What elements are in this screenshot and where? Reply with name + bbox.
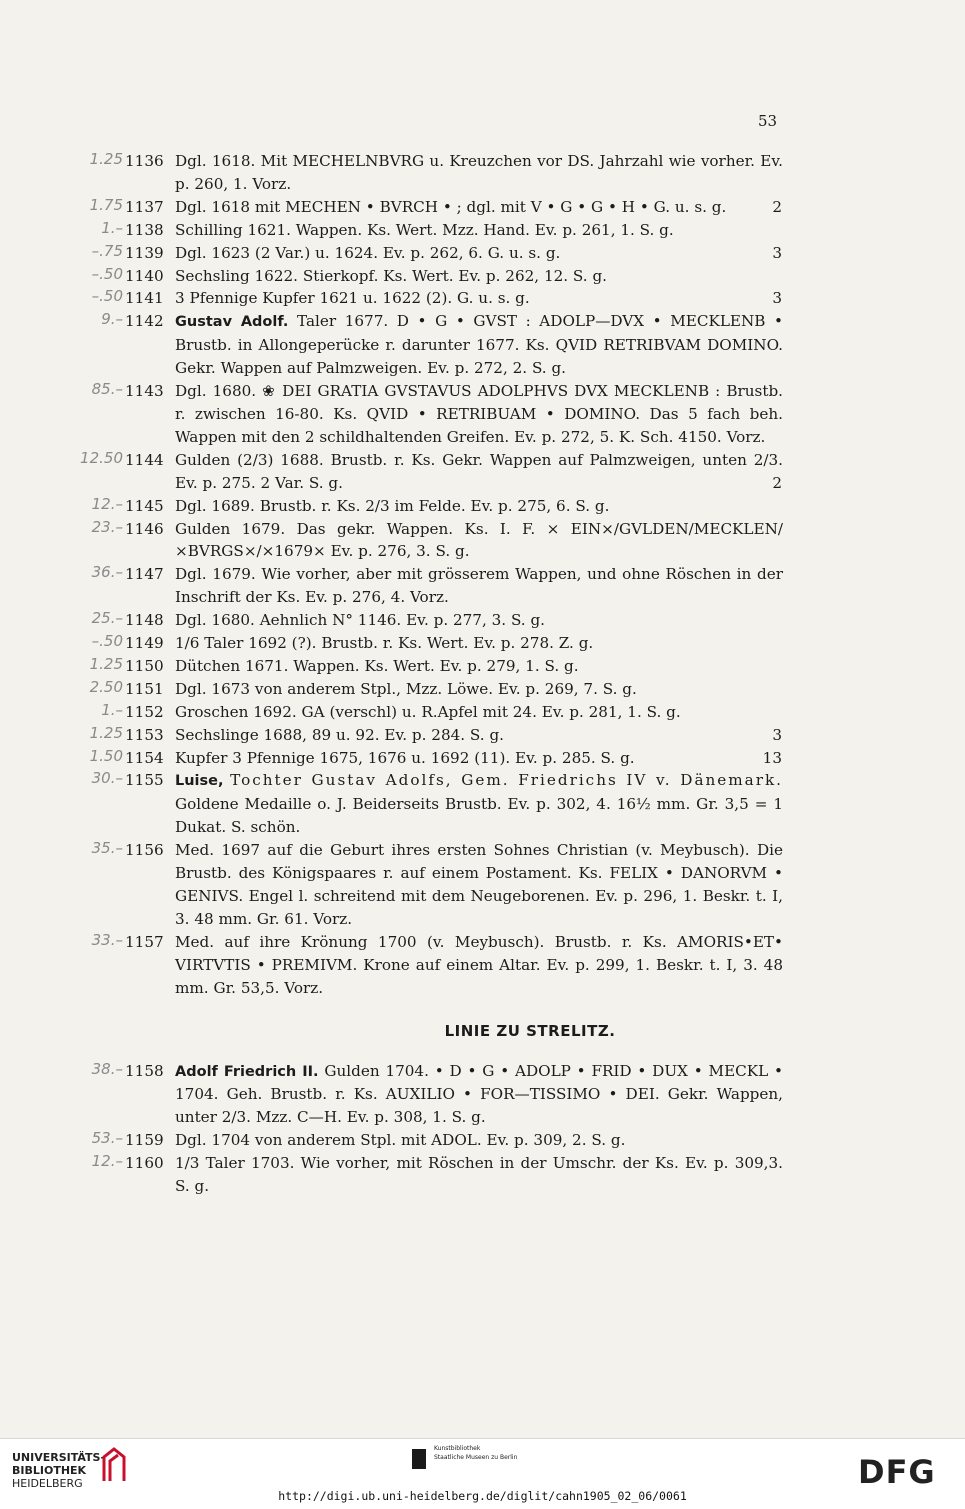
lot-description: Dgl. 1680. ❀ DEI GRATIA GVSTAVUS ADOLPHVS DVX MECKLENB : Brustb. r. zwischen 16-80. Ks. QVID • RETRIBUAM • DOMINO. Das 5 fach beh. Wappen mit den 2 schildhaltenden Greifen. Ev. p. 272, 5. K. Sch. 4150. Vorz. — [175, 382, 783, 446]
lot-number: 1137 — [125, 197, 164, 216]
pencil-price: 1.75 — [89, 195, 123, 214]
lot-number: 1144 — [125, 450, 164, 469]
dfg-logo[interactable]: DFG — [858, 1453, 936, 1491]
lot-description: Dgl. 1618. Mit MECHELNBVRG u. Kreuzchen vor DS. Jahrzahl wie vorher. Ev. p. 260, 1. Vorz. — [175, 152, 783, 193]
catalog-entry — [0, 563, 965, 609]
logo-text-line: Kunstbibliothek — [434, 1445, 481, 1452]
lot-description: 1/6 Taler 1692 (?). Brustb. r. Ks. Wert. Ev. p. 278. Z. g. — [175, 634, 594, 653]
catalog-entry — [0, 655, 965, 678]
lot-description: Dgl. 1704 von anderem Stpl. mit ADOL. Ev. p. 309, 2. S. g. — [175, 1131, 626, 1150]
lot-number: 1146 — [125, 519, 164, 538]
pencil-price: 9.– — [101, 310, 123, 329]
catalog-entry — [0, 219, 965, 242]
catalog-entry — [0, 839, 965, 931]
ruler-title: Tochter Gustav Adolfs, Gem. Friedrichs IV v. Dänemark. — [230, 771, 784, 790]
catalog-entry — [0, 632, 965, 655]
pencil-price: –.75 — [91, 241, 123, 260]
lot-description: Gulden (2/3) 1688. Brustb. r. Ks. Gekr. Wappen auf Palmzweigen, unten 2/3. Ev. p. 275. 2 Var. S. g. — [175, 450, 783, 492]
lot-number: 1145 — [125, 496, 164, 515]
lot-number: 1150 — [125, 656, 164, 675]
lot-quantity: 2 — [772, 197, 782, 216]
catalog-entry — [0, 380, 965, 449]
footer-bar — [0, 1438, 965, 1509]
catalog-entry — [0, 747, 965, 770]
lot-number: 1157 — [125, 932, 164, 951]
lot-number: 1136 — [125, 152, 164, 170]
lot-description: Med. 1697 auf die Geburt ihres ersten Sohnes Christian (v. Meybusch). Die Brustb. des Königspaares r. auf einem Postament. Ks. FELIX • DANORVM • GENIVS. Engel l. schreitend mit dem Neugeborenen. Ev. p. 296, 1. Beskr. t. I, 3. 48 mm. Gr. 61. Vorz. — [175, 841, 783, 928]
catalog-entry — [0, 495, 965, 518]
lot-description-text: Goldene Medaille o. J. Beiderseits Brustb. Ev. p. 302, 4. 16½ mm. Gr. 3,5 = 1 Dukat. S. schön. — [175, 795, 783, 837]
university-library-logo[interactable] — [12, 1451, 105, 1490]
pencil-price: –.50 — [91, 632, 123, 651]
lot-number: 1148 — [125, 611, 164, 630]
pencil-price: 38.– — [91, 1059, 123, 1078]
lot-description: Schilling 1621. Wappen. Ks. Wert. Mzz. Hand. Ev. p. 261, 1. S. g. — [175, 220, 674, 239]
logo-text-line: HEIDELBERG — [12, 1477, 83, 1490]
lot-description-text: Gulden 1704. • D • G • ADOLP • FRID • DUX • MECKL • 1704. Geh. Brustb. r. Ks. AUXILIO • FOR—TISSIMO • DEI. Gekr. Wappen, unter 2/3. Mzz. C—H. Ev. p. 308, 1. S. g. — [175, 1061, 784, 1127]
ruler-name: Gustav Adolf. — [175, 314, 289, 331]
lot-description-text: Taler 1677. D • G • GVST : ADOLP—DVX • MECKLENB • Brustb. in Allongeperücke r. darunter 1677. Ks. QVID RETRIBVAM DOMINO. Gekr. Wappen auf Palmzweigen. Ev. p. 272, 2. S. g. — [175, 312, 783, 378]
lot-quantity: 2 — [772, 473, 782, 492]
pencil-price: 1.25 — [89, 723, 123, 742]
logo-text-line: Staatliche Museen zu Berlin — [434, 1454, 518, 1461]
lot-description — [175, 769, 783, 839]
kunstbibliothek-mark-icon — [412, 1449, 426, 1469]
lot-description: Kupfer 3 Pfennige 1675, 1676 u. 1692 (11). Ev. p. 285. S. g. — [175, 748, 635, 767]
catalog-entry — [0, 449, 965, 495]
lot-description: Dgl. 1680. Aehnlich N° 1146. Ev. p. 277, 3. S. g. — [175, 611, 546, 630]
catalog-entry — [0, 724, 965, 747]
catalog-entry — [0, 310, 965, 380]
catalog-entry — [0, 287, 965, 310]
lot-number: 1152 — [125, 702, 164, 721]
catalog-entry — [0, 150, 965, 196]
section-heading: LINIE ZU STRELITZ. — [444, 1021, 616, 1040]
lot-description — [175, 1060, 783, 1130]
pencil-price: 1.50 — [89, 746, 123, 765]
catalog-entry — [0, 609, 965, 632]
lot-number: 1149 — [125, 634, 164, 653]
lot-description: Dgl. 1689. Brustb. r. Ks. 2/3 im Felde. Ev. p. 275, 6. S. g. — [175, 496, 610, 515]
lot-number: 1159 — [125, 1131, 164, 1150]
lot-number: 1139 — [125, 243, 164, 262]
lot-quantity: 3 — [772, 243, 782, 262]
pencil-price: 85.– — [91, 380, 123, 399]
pencil-price: 25.– — [91, 609, 123, 628]
lot-number: 1158 — [125, 1061, 164, 1080]
pencil-price: 23.– — [91, 517, 123, 536]
catalog-entry — [0, 769, 965, 839]
university-emblem-icon — [100, 1445, 130, 1485]
pencil-price: –.50 — [91, 264, 123, 283]
lot-description: Gulden 1679. Das gekr. Wappen. Ks. I. F. × EIN×/GVLDEN/MECKLEN/ ×BVRGS×/×1679× Ev. p. 276, 3. S. g. — [175, 519, 783, 561]
lot-description: Dgl. 1623 (2 Var.) u. 1624. Ev. p. 262, 6. G. u. s. g. — [175, 243, 561, 262]
lot-description: Sechsling 1622. Stierkopf. Ks. Wert. Ev. p. 262, 12. S. g. — [175, 266, 608, 285]
lot-description: Groschen 1692. GA (verschl) u. R.Apfel mit 24. Ev. p. 281, 1. S. g. — [175, 702, 681, 721]
lot-description: Med. auf ihre Krönung 1700 (v. Meybusch). Brustb. r. Ks. AMORIS•ET• VIRTVTIS • PREMIVM. Krone auf einem Altar. Ev. p. 299, 1. Beskr. t. I, 3. 48 mm. Gr. 53,5. Vorz. — [175, 932, 783, 997]
lot-description: Dgl. 1673 von anderem Stpl., Mzz. Löwe. Ev. p. 269, 7. S. g. — [175, 679, 637, 698]
lot-number: 1151 — [125, 679, 164, 698]
lot-quantity: 3 — [772, 725, 782, 744]
lot-description: Dütchen 1671. Wappen. Ks. Wert. Ev. p. 279, 1. S. g. — [175, 656, 579, 675]
ruler-name: Adolf Friedrich II. — [175, 1063, 319, 1080]
lot-description: 3 Pfennige Kupfer 1621 u. 1622 (2). G. u. s. g. — [175, 289, 530, 308]
pencil-price: 33.– — [91, 930, 123, 949]
pencil-price: 12.– — [91, 494, 123, 513]
pencil-price: 53.– — [91, 1129, 123, 1148]
pencil-price: 36.– — [91, 563, 123, 582]
catalog-entry — [0, 701, 965, 724]
lot-number: 1141 — [125, 289, 164, 308]
pencil-price: 1.– — [101, 218, 123, 237]
catalog-entry — [0, 265, 965, 288]
lot-description: 1/3 Taler 1703. Wie vorher, mit Röschen in der Umschr. der Ks. Ev. p. 309,3. S. g. — [175, 1154, 783, 1196]
pencil-price: 12.– — [91, 1152, 123, 1171]
lot-quantity: 3 — [772, 289, 782, 308]
lot-number: 1153 — [125, 725, 164, 744]
lot-description — [175, 310, 783, 380]
logo-text-line: UNIVERSITÄTS- — [12, 1451, 106, 1464]
lot-number: 1160 — [125, 1154, 164, 1173]
page-number: 53 — [758, 112, 778, 130]
catalog-entry — [0, 1129, 965, 1152]
catalog-entry — [0, 196, 965, 219]
ruler-name: Luise, — [175, 773, 224, 790]
lot-number: 1155 — [125, 771, 164, 790]
catalog-entry — [0, 678, 965, 701]
lot-number: 1154 — [125, 748, 164, 767]
permalink-url[interactable]: http://digi.ub.uni-heidelberg.de/diglit/cahn1905_02_06/0061 — [278, 1489, 687, 1503]
logo-text-line: BIBLIOTHEK — [12, 1464, 87, 1477]
lot-description: Dgl. 1679. Wie vorher, aber mit grösserem Wappen, und ohne Röschen in der Inschrift der Ks. Ev. p. 276, 4. Vorz. — [175, 565, 783, 607]
lot-number: 1156 — [125, 841, 164, 860]
pencil-price: 1.25 — [89, 150, 123, 168]
lot-number: 1140 — [125, 266, 164, 285]
lot-quantity: 13 — [762, 748, 782, 767]
pencil-price: –.50 — [91, 287, 123, 306]
catalog-entry — [0, 1060, 965, 1130]
catalog-entry — [0, 518, 965, 564]
pencil-price: 12.50 — [80, 448, 123, 467]
pencil-price: 1.– — [101, 700, 123, 719]
lot-description: Dgl. 1618 mit MECHEN • BVRCH • ; dgl. mit V • G • G • H • G. u. s. g. — [175, 197, 727, 216]
lot-number: 1143 — [125, 382, 164, 401]
catalog-entries — [0, 150, 965, 1198]
lot-number: 1142 — [125, 312, 164, 331]
lot-number: 1147 — [125, 565, 164, 584]
lot-description: Sechslinge 1688, 89 u. 92. Ev. p. 284. S. g. — [175, 725, 504, 744]
pencil-price: 30.– — [91, 769, 123, 788]
lot-number: 1138 — [125, 220, 164, 239]
catalog-entry — [0, 931, 965, 1000]
pencil-price: 1.25 — [89, 654, 123, 673]
pencil-price: 2.50 — [89, 677, 123, 696]
catalog-entry — [0, 1152, 965, 1198]
catalog-entry — [0, 242, 965, 265]
pencil-price: 35.– — [91, 839, 123, 858]
